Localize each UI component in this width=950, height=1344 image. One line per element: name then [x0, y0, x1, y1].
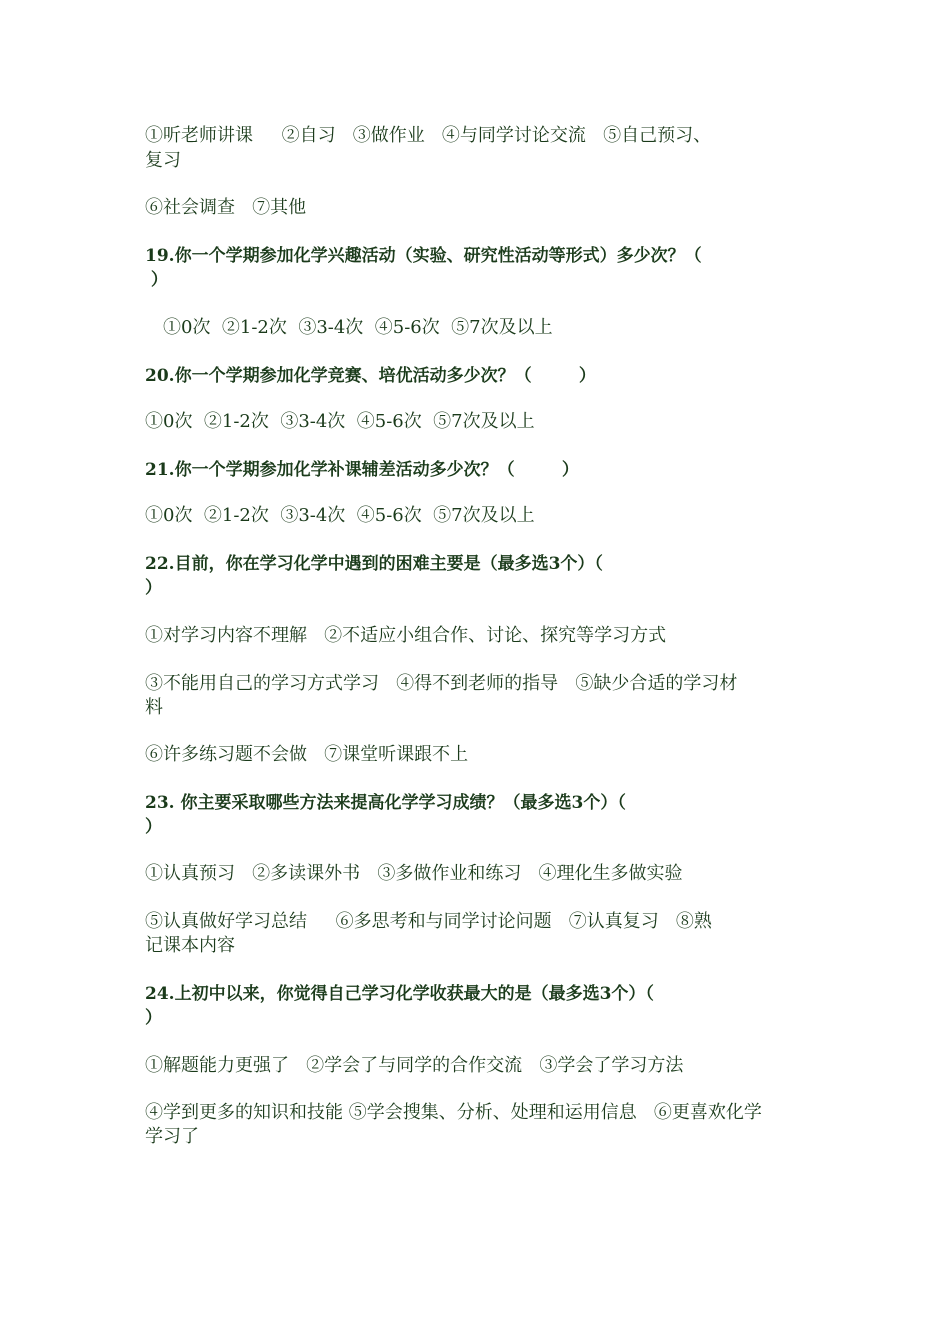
q22-options-line-3: 料 [145, 697, 163, 718]
q23-title-line-2: ） [145, 817, 162, 837]
q22-options-line-2: ③不能用自己的学习方式学习 ④得不到老师的指导 ⑤缺少合适的学习材 [145, 673, 738, 694]
q24-options-line-3: 学习了 [145, 1126, 199, 1147]
q24-title-line-2: ） [145, 1008, 162, 1028]
q24-title-line-1: 24.上初中以来，你觉得自己学习化学收获最大的是（最多选3个）（ [145, 984, 654, 1004]
q23-options-line-3: 记课本内容 [145, 935, 235, 956]
q18-options-line-2: 复习 [145, 150, 181, 171]
q18-options-line-1: ①听老师讲课 ②自习 ③做作业 ④与同学讨论交流 ⑤自己预习、 [145, 125, 712, 146]
q23-options-line-2: ⑤认真做好学习总结 ⑥多思考和与同学讨论问题 ⑦认真复习 ⑧熟 [145, 911, 712, 932]
q19-title-line-2: ） [145, 270, 168, 290]
q22-options-line-4: ⑥许多练习题不会做 ⑦课堂听课跟不上 [145, 744, 469, 765]
q20-options: ①0次 ②1-2次 ③3-4次 ④5-6次 ⑤7次及以上 [145, 411, 535, 432]
q23-title-line-1: 23. 你主要采取哪些方法来提高化学学习成绩？（最多选3个）（ [145, 793, 626, 813]
q23-options-line-1: ①认真预习 ②多读课外书 ③多做作业和练习 ④理化生多做实验 [145, 863, 683, 884]
q19-title-line-1: 19.你一个学期参加化学兴趣活动（实验、研究性活动等形式）多少次？（ [145, 246, 702, 266]
q21-title: 21.你一个学期参加化学补课辅差活动多少次？（ ） [145, 460, 579, 480]
q22-options-line-1: ①对学习内容不理解 ②不适应小组合作、讨论、探究等学习方式 [145, 625, 667, 646]
q21-options: ①0次 ②1-2次 ③3-4次 ④5-6次 ⑤7次及以上 [145, 505, 535, 526]
q18-options-line-3: ⑥社会调查 ⑦其他 [145, 197, 307, 218]
q22-title-line-2: ） [145, 578, 162, 598]
q20-title: 20.你一个学期参加化学竞赛、培优活动多少次？（ ） [145, 366, 596, 386]
q24-options-line-2: ④学到更多的知识和技能 ⑤学会搜集、分析、处理和运用信息 ⑥更喜欢化学 [145, 1102, 762, 1123]
q19-options: ①0次 ②1-2次 ③3-4次 ④5-6次 ⑤7次及以上 [163, 317, 553, 338]
q24-options-line-1: ①解题能力更强了 ②学会了与同学的合作交流 ③学会了学习方法 [145, 1055, 684, 1076]
q22-title-line-1: 22.目前，你在学习化学中遇到的困难主要是（最多选3个）（ [145, 554, 603, 574]
